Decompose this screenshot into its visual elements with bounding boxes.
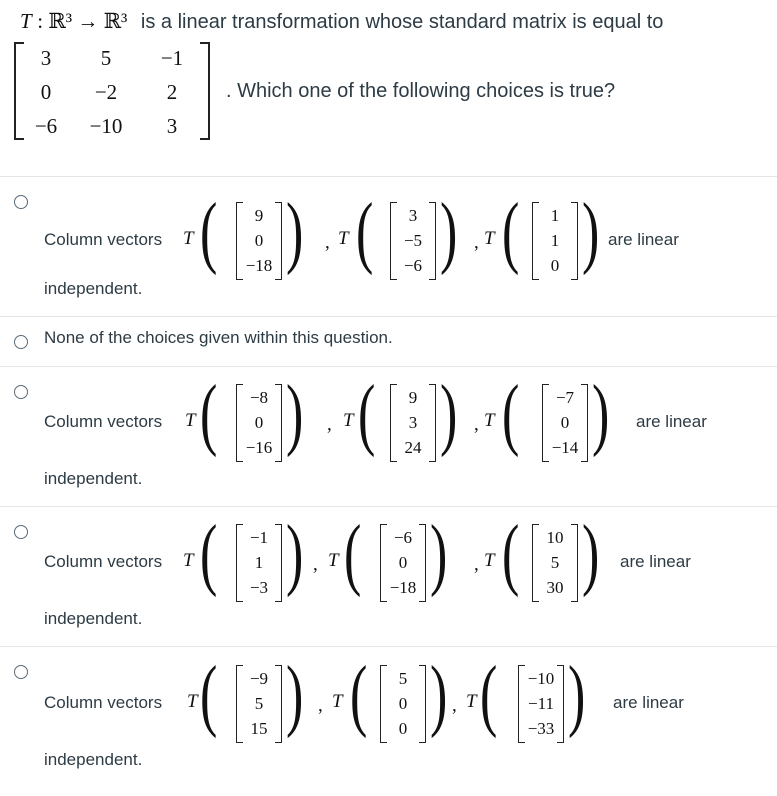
- radio-button[interactable]: [14, 335, 28, 349]
- right-paren: ): [286, 651, 304, 740]
- column-vector: [390, 384, 436, 462]
- vector-separator: ,: [474, 232, 479, 253]
- transformation-symbol: T: [328, 550, 339, 571]
- option-continuation: independent.: [44, 279, 143, 298]
- vector-entry: 5: [254, 694, 264, 713]
- matrix-cell: 2: [166, 80, 178, 104]
- vector-entry: −8: [249, 388, 269, 407]
- vector-entry: 1: [254, 553, 264, 572]
- vector-entry: −5: [403, 231, 423, 250]
- matrix-cell: 3: [166, 114, 178, 138]
- transformation-symbol: T: [332, 691, 343, 712]
- transformation-symbol: T: [484, 228, 495, 249]
- transformation-symbol: T: [187, 691, 198, 712]
- option-label: Column vectors: [44, 552, 163, 571]
- option-continuation: independent.: [44, 469, 143, 488]
- column-vector: [236, 202, 282, 280]
- left-paren: (: [502, 370, 520, 459]
- left-paren: (: [200, 188, 218, 277]
- option-label: Column vectors: [44, 412, 163, 431]
- question-text: is a linear transformation whose standard matrix is equal to: [140, 11, 664, 33]
- right-paren: ): [582, 510, 600, 599]
- vector-separator: ,: [325, 232, 330, 253]
- vector-entry: −18: [245, 256, 273, 275]
- transformation-symbol: T: [183, 228, 194, 249]
- transformation-symbol: T: [183, 550, 194, 571]
- radio-button[interactable]: [14, 525, 28, 539]
- transformation-symbol: T: [484, 550, 495, 571]
- vector-entry: −1: [249, 528, 269, 547]
- column-vector: [542, 384, 588, 462]
- vector-entry: 1: [550, 206, 560, 225]
- right-paren: ): [430, 651, 448, 740]
- vector-entry: 5: [398, 669, 408, 688]
- vector-entry: −6: [393, 528, 413, 547]
- question-continuation: . Which one of the following choices is true?: [226, 80, 616, 102]
- option-label: Column vectors: [44, 230, 163, 249]
- column-vector: [532, 202, 578, 280]
- left-paren: (: [344, 510, 362, 599]
- matrix-cell: −2: [94, 80, 118, 104]
- transformation-symbol: T: [484, 410, 495, 431]
- vector-entry: −7: [555, 388, 575, 407]
- vector-entry: −6: [403, 256, 423, 275]
- vector-entry: −10: [527, 669, 555, 688]
- radio-button[interactable]: [14, 195, 28, 209]
- matrix-cell: −10: [89, 114, 123, 138]
- right-paren: ): [568, 651, 586, 740]
- vector-entry: 0: [398, 719, 408, 738]
- column-vector: [380, 665, 426, 743]
- left-paren: (: [358, 370, 376, 459]
- vector-entry: 9: [408, 388, 418, 407]
- vector-separator: ,: [318, 695, 323, 716]
- column-vector: [236, 384, 282, 462]
- answer-option[interactable]: [0, 366, 777, 507]
- vector-entry: −18: [389, 578, 417, 597]
- transformation-symbol: T: [338, 228, 349, 249]
- right-paren: ): [286, 188, 304, 277]
- vector-entry: 5: [550, 553, 560, 572]
- column-vector: [380, 524, 426, 602]
- option-label: None of the choices given within this question.: [44, 328, 393, 347]
- vector-entry: 15: [250, 719, 268, 738]
- option-tail-text: are linear: [608, 230, 679, 249]
- vector-entry: 24: [404, 438, 422, 457]
- vector-entry: −33: [527, 719, 555, 738]
- left-paren: (: [356, 188, 374, 277]
- vector-separator: ,: [327, 414, 332, 435]
- transformation-symbol: T: [466, 691, 477, 712]
- vector-entry: 30: [546, 578, 564, 597]
- matrix-cell: 3: [40, 46, 52, 70]
- matrix-cell: 0: [40, 80, 52, 104]
- column-vector: [518, 665, 564, 743]
- right-paren: ): [430, 510, 448, 599]
- left-paren: (: [200, 370, 218, 459]
- answer-option[interactable]: [0, 646, 777, 796]
- left-paren: (: [200, 651, 218, 740]
- matrix-cell: 5: [100, 46, 112, 70]
- matrix-right-bracket: [200, 42, 210, 140]
- option-label: Column vectors: [44, 693, 163, 712]
- column-vector: [532, 524, 578, 602]
- vector-entry: −9: [249, 669, 269, 688]
- option-tail-text: are linear: [620, 552, 691, 571]
- right-paren: ): [440, 370, 458, 459]
- option-continuation: independent.: [44, 750, 143, 769]
- option-tail-text: are linear: [636, 412, 707, 431]
- transformation-symbol: T: [20, 9, 32, 33]
- left-paren: (: [480, 651, 498, 740]
- vector-entry: −14: [551, 438, 579, 457]
- vector-entry: 0: [254, 413, 264, 432]
- radio-button[interactable]: [14, 385, 28, 399]
- vector-entry: −3: [249, 578, 269, 597]
- standard-matrix: [14, 42, 210, 140]
- vector-entry: 0: [550, 256, 560, 275]
- right-paren: ): [286, 510, 304, 599]
- column-vector: [390, 202, 436, 280]
- radio-button[interactable]: [14, 665, 28, 679]
- vector-entry: 1: [550, 231, 560, 250]
- question-line: [20, 9, 663, 34]
- vector-separator: ,: [474, 414, 479, 435]
- answer-option[interactable]: [0, 506, 777, 647]
- right-paren: ): [592, 370, 610, 459]
- answer-option[interactable]: [0, 316, 777, 367]
- left-paren: (: [200, 510, 218, 599]
- left-paren: (: [502, 188, 520, 277]
- vector-entry: 3: [408, 413, 418, 432]
- transformation-symbol: T: [185, 410, 196, 431]
- answer-option[interactable]: [0, 176, 777, 317]
- vector-separator: ,: [452, 695, 457, 716]
- vector-entry: 0: [398, 553, 408, 572]
- column-vector: [236, 665, 282, 743]
- vector-entry: 0: [560, 413, 570, 432]
- vector-entry: −16: [245, 438, 273, 457]
- vector-entry: 0: [398, 694, 408, 713]
- right-paren: ): [582, 188, 600, 277]
- vector-entry: 10: [546, 528, 564, 547]
- vector-entry: 9: [254, 206, 264, 225]
- transformation-symbol: T: [343, 410, 354, 431]
- vector-entry: 3: [408, 206, 418, 225]
- option-continuation: independent.: [44, 609, 143, 628]
- matrix-cell: −6: [34, 114, 58, 138]
- vector-entry: 0: [254, 231, 264, 250]
- right-paren: ): [286, 370, 304, 459]
- vector-entry: −11: [528, 694, 554, 713]
- left-paren: (: [350, 651, 368, 740]
- option-tail-text: are linear: [613, 693, 684, 712]
- left-paren: (: [502, 510, 520, 599]
- column-vector: [236, 524, 282, 602]
- matrix-cell: −1: [160, 46, 184, 70]
- vector-separator: ,: [474, 554, 479, 575]
- transformation-mapping: : ℝ³ → ℝ³: [37, 9, 128, 33]
- vector-separator: ,: [313, 554, 318, 575]
- right-paren: ): [440, 188, 458, 277]
